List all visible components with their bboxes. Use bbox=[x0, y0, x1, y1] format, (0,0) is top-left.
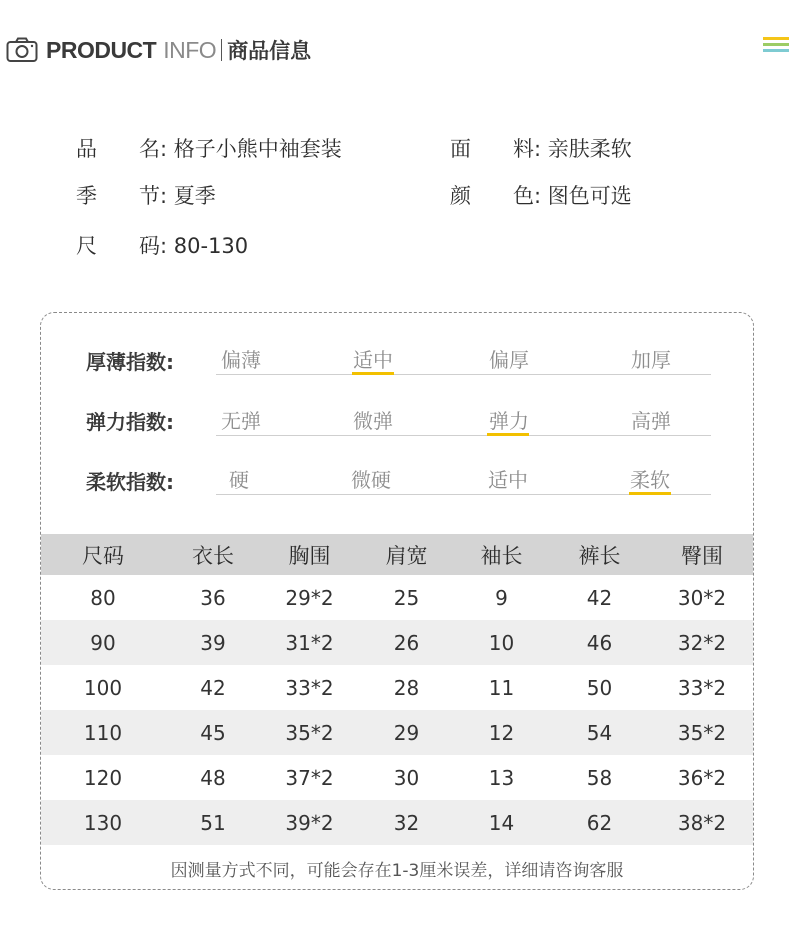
info-item-size bbox=[76, 230, 248, 260]
index-option: 加厚 bbox=[631, 348, 671, 372]
table-cell: 11 bbox=[488, 675, 515, 700]
table-row bbox=[41, 800, 753, 845]
table-cell: 33*2 bbox=[285, 675, 334, 700]
table-cell: 29 bbox=[358, 710, 455, 755]
index-label-elasticity: 弹力指数: bbox=[86, 410, 174, 434]
info-value: 夏季 bbox=[173, 184, 216, 208]
table-header-cell: 衣长 bbox=[165, 534, 261, 575]
table-cell: 120 bbox=[83, 765, 123, 790]
table-cell: 35*2 bbox=[261, 710, 358, 755]
table-cell: 42 bbox=[200, 675, 226, 700]
index-option: 微弹 bbox=[353, 409, 393, 433]
table-cell: 110 bbox=[41, 710, 165, 755]
table-cell: 32*2 bbox=[651, 620, 753, 665]
table-cell: 46 bbox=[548, 620, 651, 665]
table-cell: 38*2 bbox=[651, 800, 753, 845]
table-cell: 45 bbox=[165, 710, 261, 755]
menu-icon[interactable] bbox=[763, 37, 789, 55]
info-value: 图色可选 bbox=[547, 184, 632, 208]
info-value: 格子小熊中袖套装 bbox=[173, 137, 342, 161]
table-cell: 31*2 bbox=[261, 620, 358, 665]
index-option: 偏薄 bbox=[221, 348, 261, 372]
table-cell: 33*2 bbox=[677, 675, 727, 700]
info-value: 80-130 bbox=[173, 234, 249, 258]
header-title-bold: PRODUCT bbox=[46, 36, 157, 63]
info-label: 品 名: bbox=[76, 137, 168, 161]
index-option: 高弹 bbox=[631, 409, 671, 433]
table-cell: 100 bbox=[83, 675, 123, 700]
table-cell: 26 bbox=[358, 620, 455, 665]
index-label-softness: 柔软指数: bbox=[86, 470, 174, 494]
index-line bbox=[216, 435, 711, 436]
table-cell: 90 bbox=[41, 620, 165, 665]
size-table bbox=[41, 534, 753, 845]
table-cell: 37*2 bbox=[285, 765, 334, 790]
table-cell: 39 bbox=[165, 620, 261, 665]
table-row bbox=[41, 575, 753, 620]
size-panel bbox=[40, 312, 754, 890]
table-cell: 35*2 bbox=[651, 710, 753, 755]
table-header-cell: 胸围 bbox=[261, 534, 358, 575]
table-cell: 30 bbox=[393, 765, 420, 790]
header-divider bbox=[221, 39, 222, 61]
table-header-cell: 臀围 bbox=[651, 534, 753, 575]
table-cell: 13 bbox=[488, 765, 515, 790]
table-cell: 54 bbox=[548, 710, 651, 755]
info-item-name bbox=[76, 133, 342, 163]
info-label: 尺 码: bbox=[76, 234, 168, 258]
info-label: 颜 色: bbox=[450, 184, 542, 208]
header-title-cn: 商品信息 bbox=[227, 39, 312, 63]
index-option: 硬 bbox=[229, 468, 249, 492]
table-cell: 28 bbox=[393, 675, 420, 700]
table-cell: 32 bbox=[358, 800, 455, 845]
table-cell: 48 bbox=[200, 765, 226, 790]
index-option-selected: 柔软 bbox=[630, 468, 670, 492]
table-row bbox=[41, 620, 753, 665]
camera-icon bbox=[6, 37, 38, 63]
table-cell: 130 bbox=[41, 800, 165, 845]
index-option: 无弹 bbox=[221, 409, 261, 433]
table-cell: 14 bbox=[455, 800, 548, 845]
table-cell: 58 bbox=[586, 765, 613, 790]
header-title-light: INFO bbox=[163, 36, 217, 63]
table-header-cell: 裤长 bbox=[548, 534, 651, 575]
table-cell: 12 bbox=[455, 710, 548, 755]
index-option: 微硬 bbox=[351, 468, 391, 492]
index-label-thickness: 厚薄指数: bbox=[86, 350, 174, 374]
info-label: 面 料: bbox=[450, 137, 542, 161]
index-option: 适中 bbox=[488, 468, 528, 492]
index-option: 偏厚 bbox=[489, 348, 529, 372]
info-label: 季 节: bbox=[76, 184, 168, 208]
table-cell: 42 bbox=[586, 585, 613, 610]
table-cell: 51 bbox=[165, 800, 261, 845]
table-cell: 36 bbox=[200, 585, 226, 610]
index-line bbox=[216, 374, 711, 375]
index-option-selected: 弹力 bbox=[489, 409, 529, 433]
info-item-color bbox=[450, 180, 632, 210]
table-header-cell: 肩宽 bbox=[358, 534, 455, 575]
table-cell: 80 bbox=[90, 585, 116, 610]
index-selected-underline bbox=[352, 372, 394, 375]
table-cell: 29*2 bbox=[285, 585, 334, 610]
measurement-note: 因测量方式不同，可能会存在1-3厘米误差，详细请咨询客服 bbox=[170, 861, 624, 881]
section-header bbox=[6, 32, 311, 68]
info-item-season bbox=[76, 180, 216, 210]
table-cell: 30*2 bbox=[677, 585, 727, 610]
table-cell: 62 bbox=[548, 800, 651, 845]
table-cell: 50 bbox=[586, 675, 613, 700]
table-row bbox=[41, 710, 753, 755]
table-cell: 25 bbox=[393, 585, 420, 610]
table-header-row bbox=[41, 534, 753, 575]
index-selected-underline bbox=[487, 433, 529, 436]
index-selected-underline bbox=[629, 492, 671, 495]
table-row bbox=[41, 755, 753, 800]
table-cell: 9 bbox=[495, 585, 508, 610]
index-option-selected: 适中 bbox=[353, 348, 393, 372]
table-cell: 39*2 bbox=[261, 800, 358, 845]
info-item-fabric bbox=[450, 133, 632, 163]
table-header-cell: 尺码 bbox=[41, 534, 165, 575]
table-cell: 36*2 bbox=[677, 765, 727, 790]
table-cell: 10 bbox=[455, 620, 548, 665]
table-header-cell: 袖长 bbox=[455, 534, 548, 575]
table-row bbox=[41, 665, 753, 710]
info-value: 亲肤柔软 bbox=[547, 137, 632, 161]
